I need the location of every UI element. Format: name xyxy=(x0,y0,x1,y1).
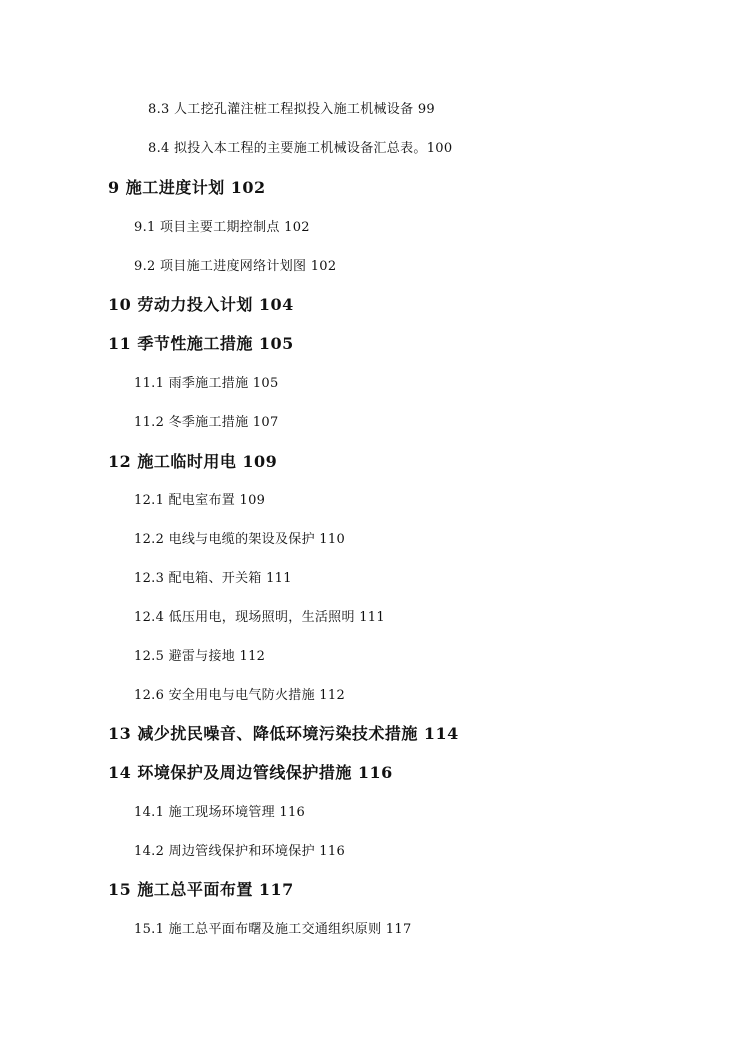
toc-entry-9-1[interactable]: 9.1 项目主要工期控制点 102 xyxy=(134,220,310,235)
toc-heading-14[interactable]: 14 环境保护及周边管线保护措施 116 xyxy=(108,763,393,782)
toc-entry-11-2[interactable]: 11.2 冬季施工措施 107 xyxy=(134,415,279,430)
toc-entry-14-2[interactable]: 14.2 周边管线保护和环境保护 116 xyxy=(134,844,346,859)
toc-entry-8-3[interactable]: 8.3 人工挖孔灌注桩工程拟投入施工机械设备 99 xyxy=(148,102,435,117)
toc-entry-12-1[interactable]: 12.1 配电室布置 109 xyxy=(134,493,266,508)
toc-entry-12-2[interactable]: 12.2 电线与电缆的架设及保护 110 xyxy=(134,532,346,547)
toc-heading-15[interactable]: 15 施工总平面布置 117 xyxy=(108,880,294,899)
toc-entry-11-1[interactable]: 11.1 雨季施工措施 105 xyxy=(134,376,279,391)
toc-entry-12-4[interactable]: 12.4 低压用电，现场照明，生活照明 111 xyxy=(134,610,385,625)
toc-entry-12-6[interactable]: 12.6 安全用电与电气防火措施 112 xyxy=(134,688,346,703)
toc-entry-15-1[interactable]: 15.1 施工总平面布曙及施工交通组织原则 117 xyxy=(134,922,412,937)
toc-heading-9[interactable]: 9 施工进度计划 102 xyxy=(108,178,266,197)
toc-entry-14-1[interactable]: 14.1 施工现场环境管理 116 xyxy=(134,805,306,820)
toc-heading-13[interactable]: 13 减少扰民噪音、降低环境污染技术措施 114 xyxy=(108,724,459,743)
toc-entry-8-4[interactable]: 8.4 拟投入本工程的主要施工机械设备汇总表。100 xyxy=(148,141,453,156)
toc-heading-10[interactable]: 10 劳动力投入计划 104 xyxy=(108,295,294,314)
toc-heading-11[interactable]: 11 季节性施工措施 105 xyxy=(108,334,294,353)
toc-entry-12-3[interactable]: 12.3 配电箱、开关箱 111 xyxy=(134,571,292,586)
toc-entry-9-2[interactable]: 9.2 项目施工进度网络计划图 102 xyxy=(134,259,337,274)
toc-heading-12[interactable]: 12 施工临时用电 109 xyxy=(108,452,278,471)
toc-entry-12-5[interactable]: 12.5 避雷与接地 112 xyxy=(134,649,266,664)
